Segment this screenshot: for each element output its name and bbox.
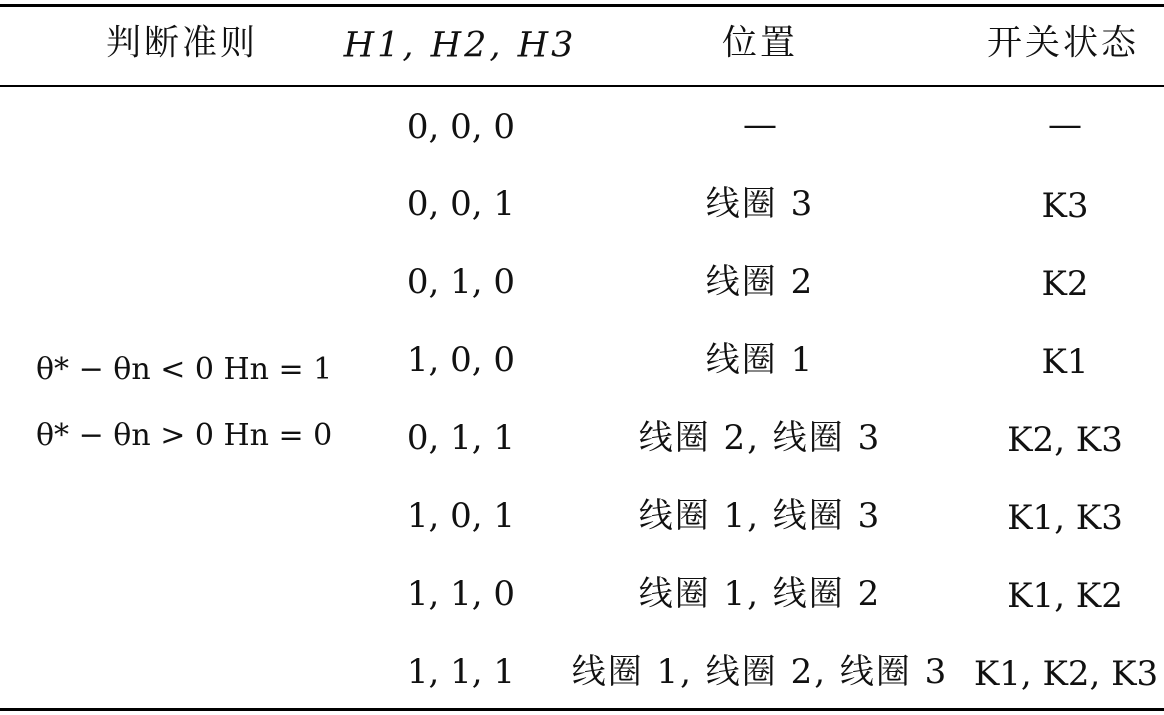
criterion-line-1: θ* − θn < 0 Hn = 1 xyxy=(36,352,333,387)
row-h-values: 0, 1, 0 xyxy=(406,262,516,302)
row-h-values: 1, 0, 0 xyxy=(406,340,516,380)
criterion-line-2: θ* − θn > 0 Hn = 0 xyxy=(36,418,333,453)
row-h-values: 0, 0, 0 xyxy=(406,107,516,147)
row-switch-state: K2 xyxy=(1041,264,1089,304)
row-h-values: 0, 0, 1 xyxy=(406,184,516,224)
row-switch-state: K1, K2, K3 xyxy=(973,654,1159,694)
row-switch-state: K1, K3 xyxy=(1007,498,1123,538)
row-h-values: 1, 1, 0 xyxy=(406,574,516,614)
row-h-values: 0, 1, 1 xyxy=(406,418,516,458)
row-h-values: 1, 1, 1 xyxy=(406,652,516,692)
row-switch-state: K3 xyxy=(1041,186,1089,226)
header-criterion: 判断准则 xyxy=(105,23,259,64)
row-position: 线圈 1, 线圈 2, 线圈 3 xyxy=(571,652,949,692)
row-position: 线圈 1, 线圈 3 xyxy=(638,496,882,536)
row-h-values: 1, 0, 1 xyxy=(406,496,516,536)
row-position: 线圈 1, 线圈 2 xyxy=(638,574,882,614)
row-position: — xyxy=(743,105,777,145)
header-position: 位置 xyxy=(721,23,799,64)
row-position: 线圈 2 xyxy=(705,262,815,302)
table-bottom-rule xyxy=(0,708,1164,711)
row-position: 线圈 1 xyxy=(705,340,815,380)
table-header-rule xyxy=(0,85,1164,87)
header-h-values: H1, H2, H3 xyxy=(343,25,577,66)
row-position: 线圈 2, 线圈 3 xyxy=(638,418,882,458)
row-switch-state: K1, K2 xyxy=(1007,576,1123,616)
row-switch-state: K2, K3 xyxy=(1007,420,1123,460)
row-position: 线圈 3 xyxy=(705,184,815,224)
row-switch-state: K1 xyxy=(1041,342,1089,382)
header-switch-state: 开关状态 xyxy=(986,23,1140,64)
table-top-rule xyxy=(0,4,1164,7)
row-switch-state: — xyxy=(1048,105,1082,145)
